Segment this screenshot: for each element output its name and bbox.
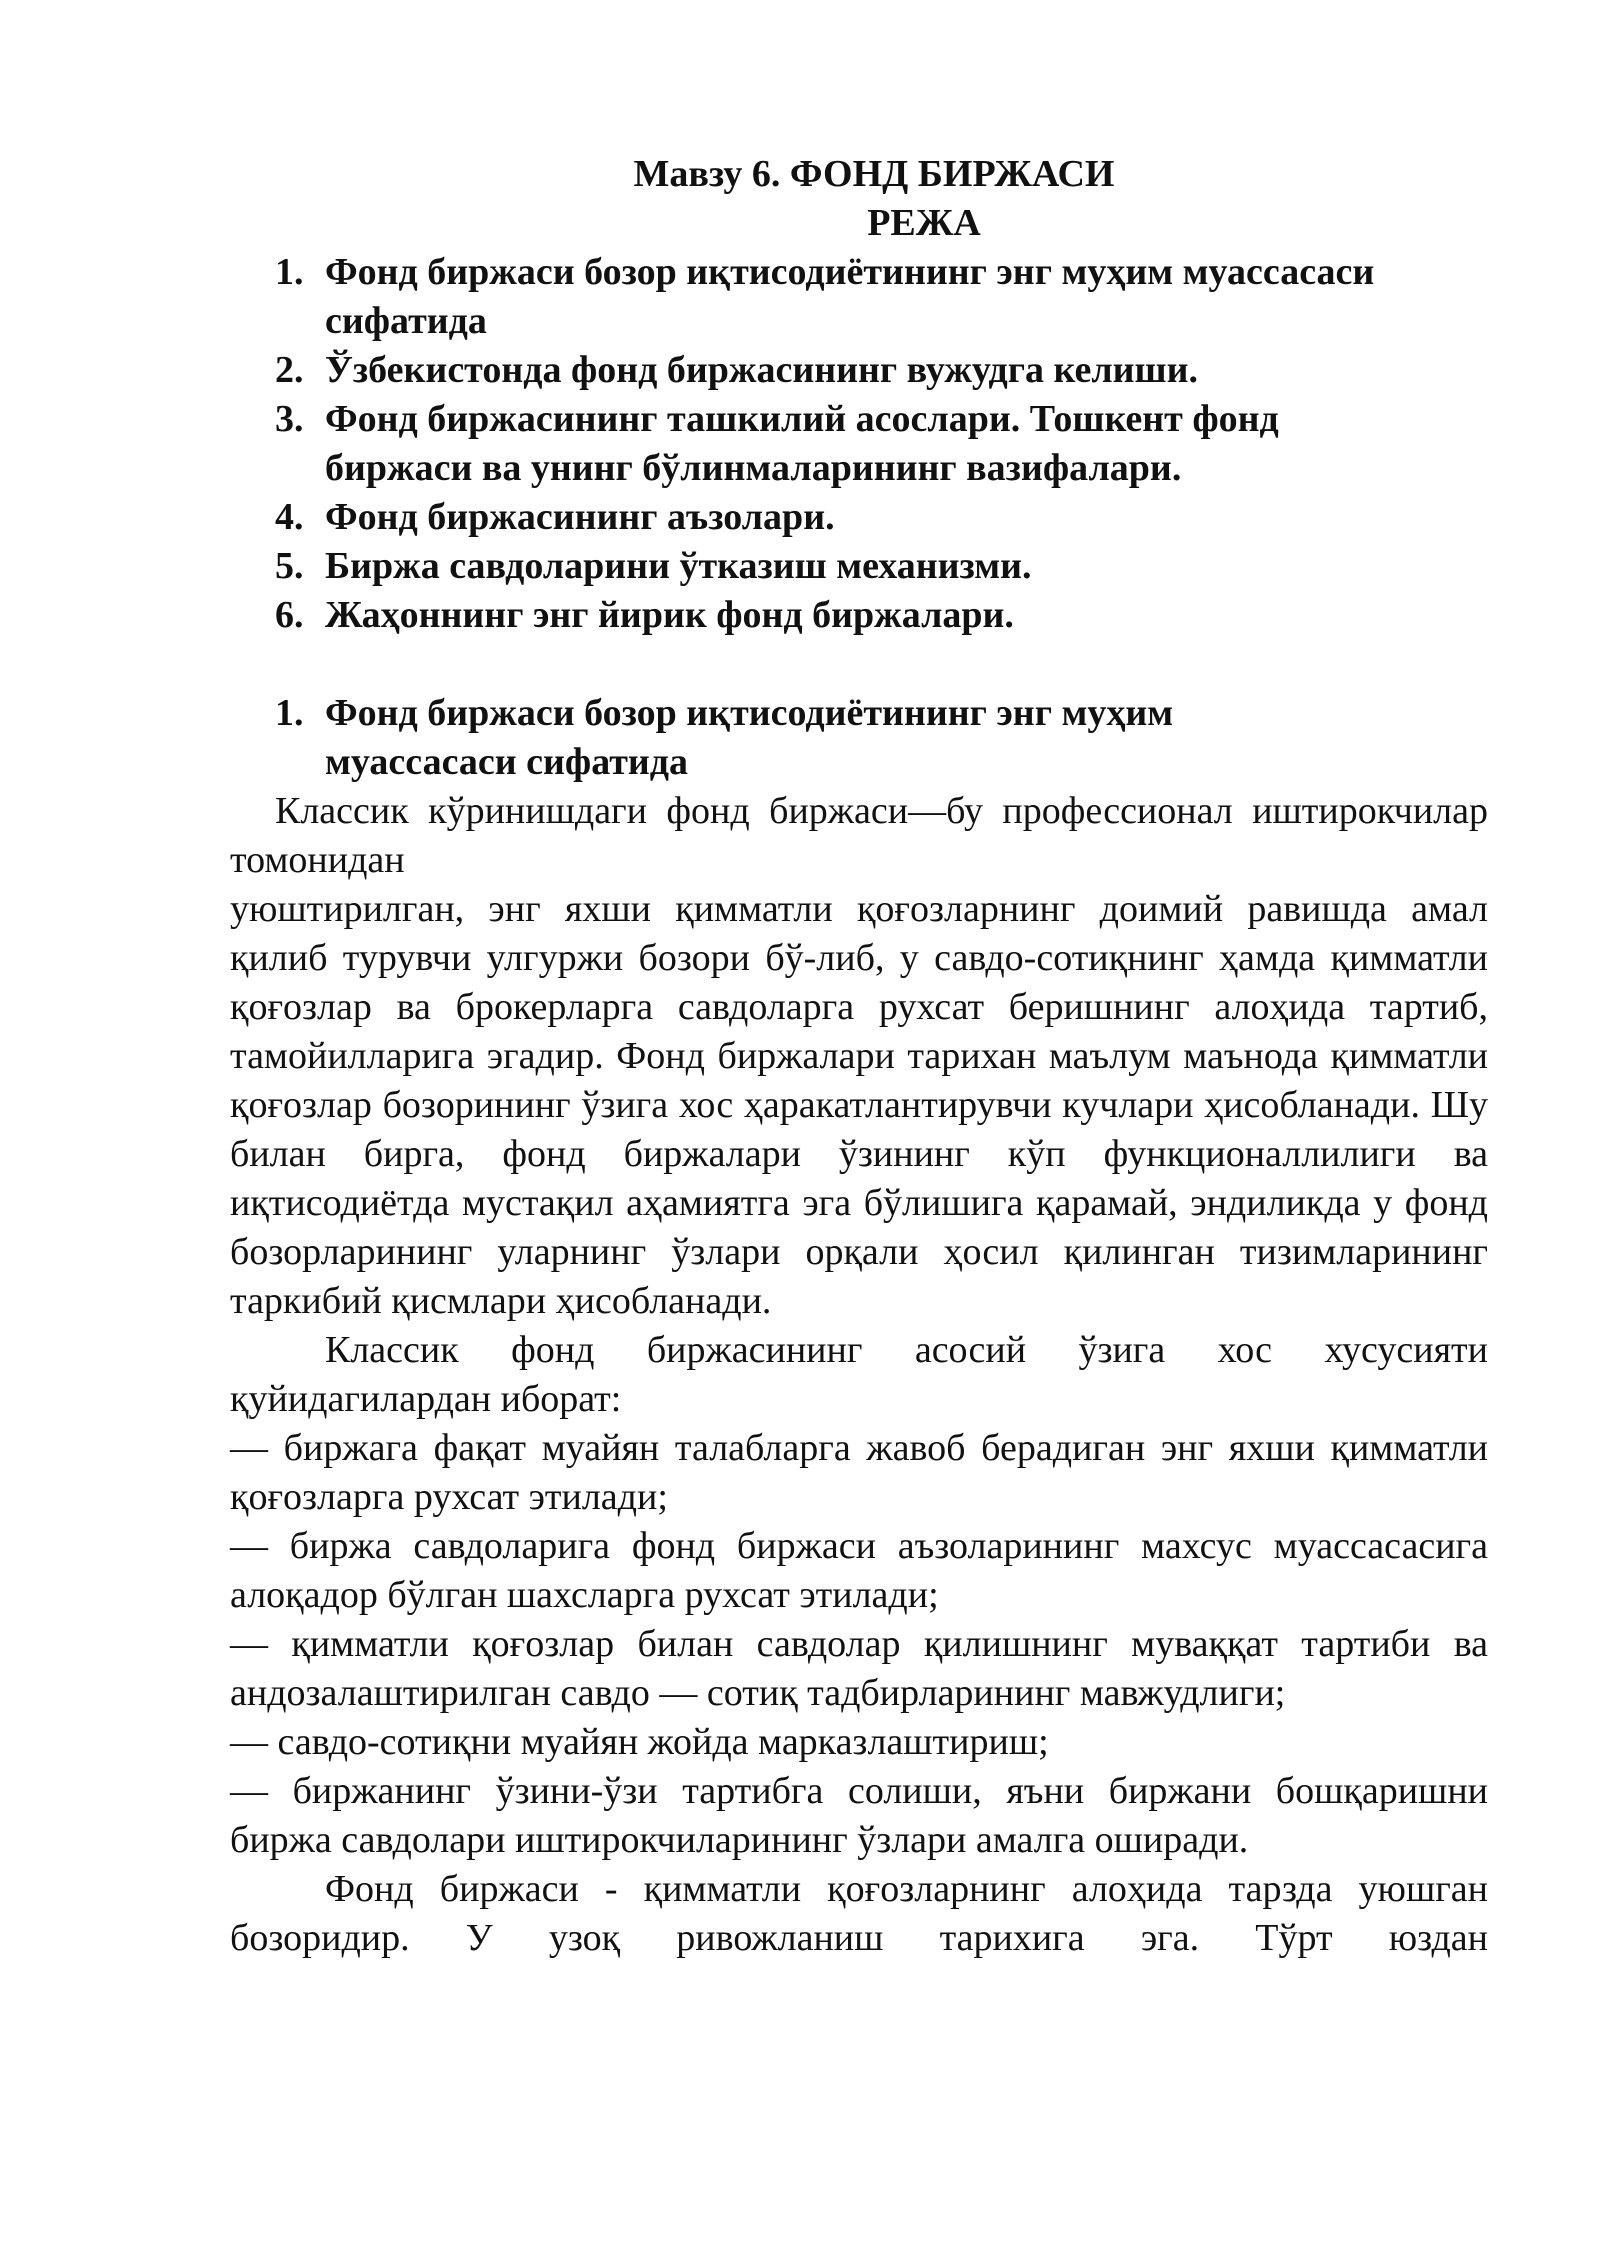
plan-item-text: Фонд биржасининг ташкилий асослари. Тошкент фонд биржаси ва унинг бўлинмаларининг вазифалари. <box>325 398 1279 489</box>
plan-item-text: Биржа савдоларини ўтказиш механизми. <box>325 545 1032 587</box>
plan-item-number: 2. <box>275 349 304 391</box>
bullet-item-3: — қимматли қоғозлар билан савдолар қилишнинг муваққат тартиби ва андозалаштирилган савдо — сотиқ тадбирларининг мавжудлиги; <box>230 1623 1488 1714</box>
plan-item-text: Жаҳоннинг энг йирик фонд биржалари. <box>325 594 1014 636</box>
section-heading-text: Фонд биржаси бозор иқтисодиётининг энг муҳим муассасаси сифатида <box>325 692 1174 783</box>
plan-item-4 <box>275 493 1475 542</box>
bullet-item-5: — биржанинг ўзини-ўзи тартибга солиши, яъни биржани бошқаришни биржа савдолари иштирокчиларининг ўзлари амалга оширади. <box>230 1770 1488 1861</box>
plan-item-number: 1. <box>275 251 304 293</box>
plan-list <box>230 248 1475 640</box>
section-number: 1. <box>275 692 304 734</box>
plan-item-2 <box>275 346 1475 395</box>
plan-item-5 <box>275 542 1475 591</box>
plan-item-number: 3. <box>275 398 304 440</box>
section-heading <box>230 689 1335 787</box>
page-title: Мавзу 6. ФОНД БИРЖАСИ <box>633 153 1115 195</box>
paragraph-3: Фонд биржаси - қимматли қоғозларнинг алоҳида тарзда уюшган бозоридир. У узоқ ривожланиш тарихига эга. Тўрт юздан <box>230 1868 1488 1959</box>
plan-item-text: Фонд биржаси бозор иқтисодиётининг энг муҳим муассасаси сифатида <box>325 251 1375 342</box>
plan-item-3 <box>275 395 1425 493</box>
plan-item-text: Ўзбекистонда фонд биржасининг вужудга келиши. <box>325 349 1199 391</box>
plan-item-6 <box>275 591 1475 640</box>
blank-line <box>230 640 1488 689</box>
bullet-item-1: — биржага фақат муайян талабларга жавоб берадиган энг яхши қимматли қоғозларга рухсат этилади; <box>230 1427 1488 1518</box>
bullet-item-4: — савдо-сотиқни муайян жойда марказлаштириш; <box>230 1721 1049 1763</box>
plan-heading: РЕЖА <box>867 202 981 244</box>
paragraph-1: уюштирилган, энг яхши қимматли қоғозларнинг доимий равишда амал қилиб турувчи улгуржи бозори бў-либ, у савдо-сотиқнинг ҳамда қимматли қоғозлар ва брокерларга савдоларга рухсат беришнинг алоҳида тартиб, тамойилларига эгадир. Фонд биржалари тарихан маълум маънода қимматли қоғозлар бозорининг ўзига хос ҳаракатлантирувчи кучлари ҳисобланади. Шу билан бирга, фонд биржалари ўзининг кўп функционаллилиги ва иқтисодиётда мустақил аҳамиятга эга бўлишига қарамай, эндиликда у фонд бозорларининг уларнинг ўзлари орқали ҳосил қилинган тизимларининг таркибий қисмлари ҳисобланади. <box>230 888 1488 1322</box>
plan-item-number: 5. <box>275 545 304 587</box>
paragraph-1-first-line: Классик кўринишдаги фонд биржаси—бу профессионал иштирокчилар томонидан <box>230 790 1488 881</box>
plan-item-number: 6. <box>275 594 304 636</box>
plan-item-1 <box>275 248 1475 346</box>
plan-item-number: 4. <box>275 496 304 538</box>
paragraph-2: Классик фонд биржасининг асосий ўзига хос хусусияти қуйидагилардан иборат: <box>230 1329 1488 1420</box>
plan-item-text: Фонд биржасининг аъзолари. <box>325 496 835 538</box>
document-page <box>230 150 1488 1963</box>
bullet-item-2: — биржа савдоларига фонд биржаси аъзоларининг махсус муассасасига алоқадор бўлган шахсларга рухсат этилади; <box>230 1525 1488 1616</box>
